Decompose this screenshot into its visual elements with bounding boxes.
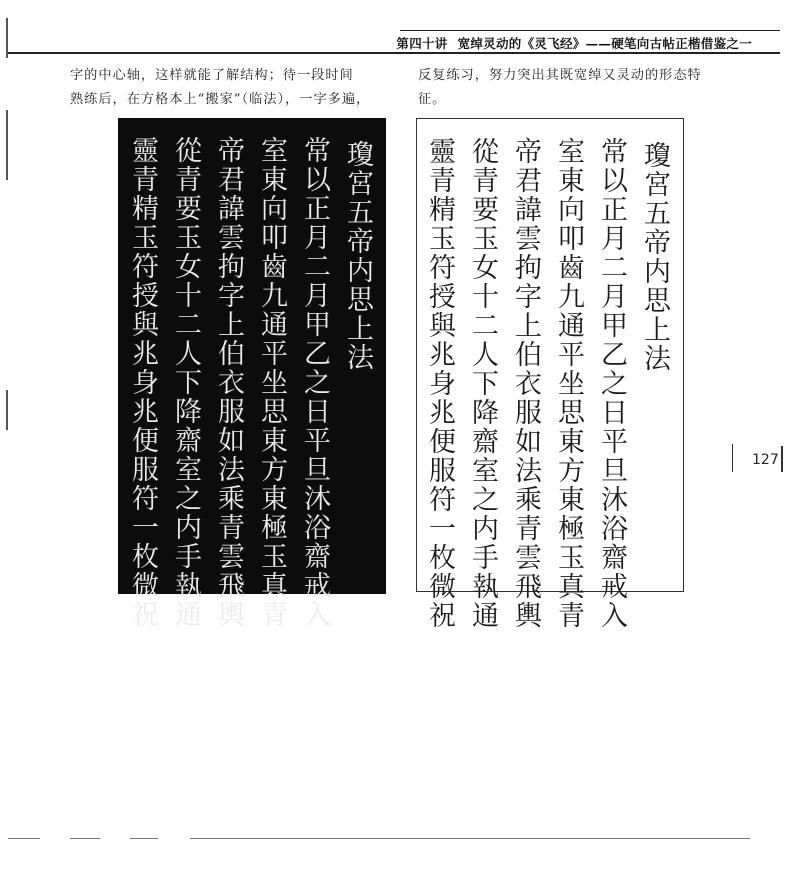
page-tick — [732, 444, 733, 472]
body-text-left — [70, 64, 398, 112]
bottom-dash — [8, 838, 40, 839]
margin-mark — [6, 110, 8, 180]
bottom-dash — [130, 838, 158, 839]
rubbing-column: 靈青精玉符授與兆身兆便服符一枚微祝 — [127, 136, 158, 629]
rubbing-column: 帝君諱雲拘字上伯衣服如法乘青雲飛輿 — [213, 136, 244, 629]
copy-column: 帝君諱雲拘字上伯衣服如法乘青雲飛輿 — [510, 137, 541, 630]
copy-column: 室東向叩齒九通平坐思東方東極玉真青 — [553, 137, 584, 630]
text-line: 熟练后，在方格本上“搬家”（临法），一字多遍， — [70, 92, 371, 107]
header-rule — [8, 52, 780, 54]
page-number: 127 — [752, 452, 779, 468]
body-text-right — [418, 64, 748, 112]
rubbing-column: 室東向叩齒九通平坐思東方東極玉真青 — [256, 136, 287, 629]
text-line: 字的中心轴，这样就能了解结构；待一段时间 — [70, 68, 354, 83]
header-rule-top — [400, 30, 780, 31]
header-section: 第四十讲 — [396, 36, 448, 51]
copy-column: 從青要玉女十二人下降齋室之内手執通 — [467, 137, 498, 630]
text-line: 反复练习，努力突出其既宽绰又灵动的形态特 — [418, 68, 702, 83]
rubbing-column: 常以正月二月甲乙之日平旦沐浴齋戒入 — [299, 136, 330, 629]
copy-column: 瓊宮五帝内思上法 — [639, 141, 670, 373]
page-bar — [781, 446, 783, 472]
copy-column: 常以正月二月甲乙之日平旦沐浴齋戒入 — [596, 137, 627, 630]
rubbing-column: 從青要玉女十二人下降齋室之内手執通 — [170, 136, 201, 629]
running-header — [396, 34, 752, 52]
header-title: 宽绰灵动的《灵飞经》——硬笔向古帖正楷借鉴之一 — [457, 36, 752, 51]
rubbing-column: 瓊宮五帝内思上法 — [342, 140, 373, 372]
copy-panel — [416, 118, 684, 630]
bottom-dash — [70, 838, 100, 839]
bottom-dash — [190, 838, 750, 839]
rubbing-panel — [118, 118, 386, 629]
margin-mark — [6, 390, 8, 430]
text-line: 征。 — [418, 92, 447, 107]
copy-column: 靈青精玉符授與兆身兆便服符一枚微祝 — [424, 137, 455, 630]
